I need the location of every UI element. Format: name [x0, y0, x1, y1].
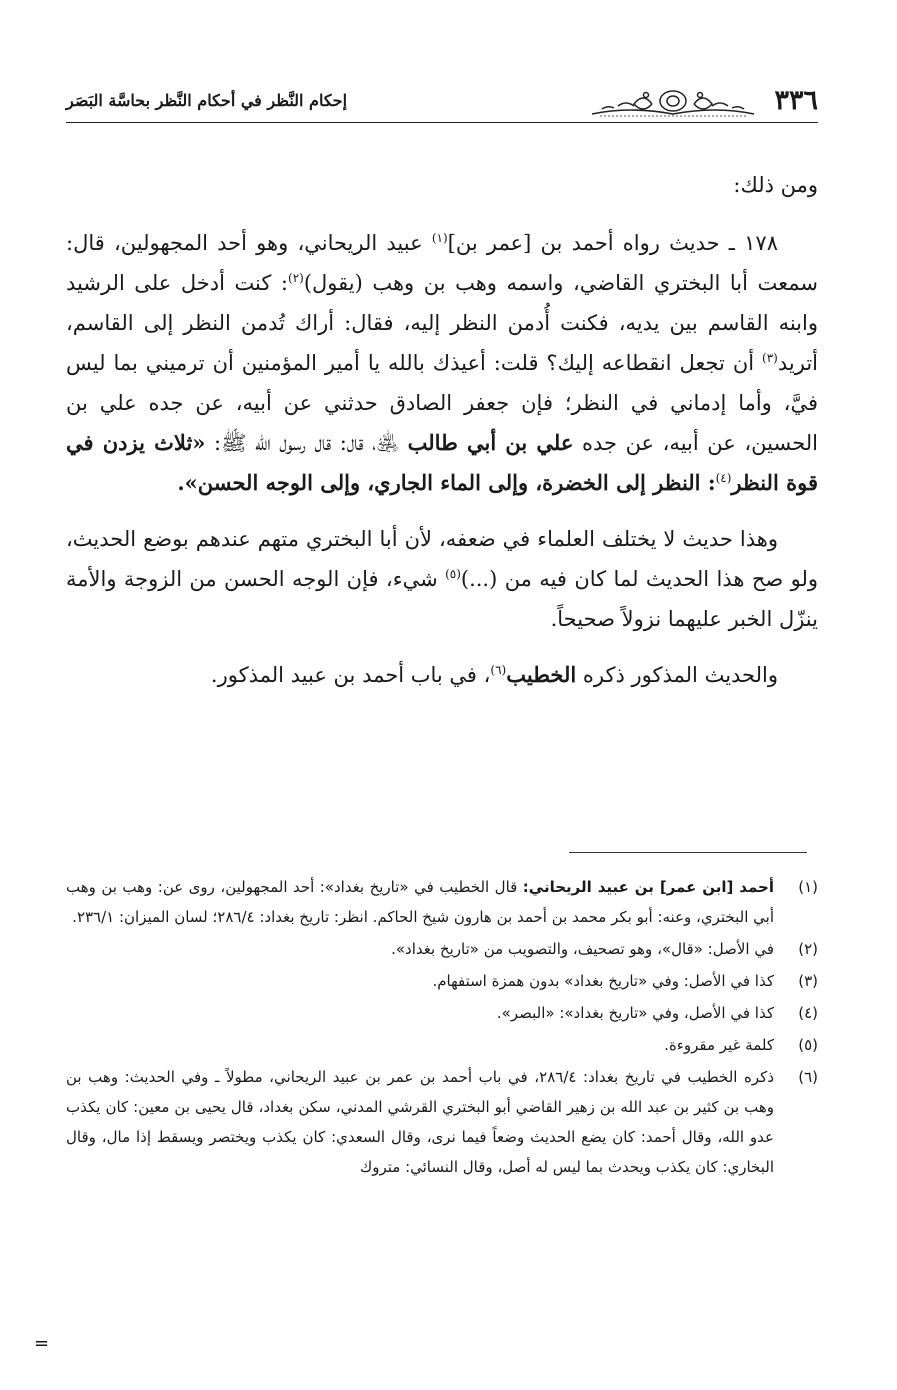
footnote-1 [66, 872, 818, 932]
footnote-2 [66, 934, 818, 964]
ornament-icon [590, 86, 756, 120]
weakness-text-2: شيء، فإن الوجه الحسن من الزوجة والأمة ينزّل الخبر عليهما نزولاً صحيحاً. [66, 567, 818, 631]
footnote-text: في الأصل: «قال»، وهو تصحيف، والتصويب من «تاريخ بغداد». [391, 940, 774, 958]
footnote-number: (٢) [798, 940, 818, 958]
footnote-ref-2: (٢) [288, 271, 304, 285]
weakness-text-1: وهذا حديث لا يختلف العلماء في ضعفه، لأن أبا البختري متهم عندهم بوضع الحديث، ولو صح هذا الحديث لما كان فيه من (...) [66, 527, 819, 591]
mention-khatib-bold: الخطيب [506, 662, 577, 687]
footnote-ref-6: (٦) [490, 663, 507, 677]
footnote-text: كذا في الأصل، وفي «تاريخ بغداد»: «البصر». [496, 1004, 774, 1022]
hadith-text-1: ١٧٨ ـ حديث رواه أحمد بن [عمر بن] [447, 231, 778, 255]
running-header [66, 82, 818, 123]
page-number: ٣٣٦ [774, 85, 818, 116]
mention-paragraph [66, 655, 818, 695]
hadith-quote-end-bold: : النظر إلى الخضرة، وإلى الماء الجاري، وإلى الوجه الحسن». [177, 470, 716, 495]
hadith-text-6: ﵁، قال: قال رسول الله ﷺ: [205, 431, 408, 455]
footnote-text: قال الخطيب في «تاريخ بغداد»: أحد المجهولين، روى عن: وهب بن وهب أبي البختري، وعنه: أبو بكر محمد بن أحمد بن هارون شيخ الحاكم. انظر: تاريخ بغداد: ٢٨٦/٤؛ لسان الميزان: ٢٣٦/١. [66, 878, 774, 926]
footnote-number: (٦) [798, 1068, 818, 1086]
footnote-text: كذا في الأصل: وفي «تاريخ بغداد» بدون همزة استفهام. [432, 972, 774, 990]
weakness-paragraph [66, 519, 818, 639]
mention-text-1: والحديث المذكور ذكره [576, 663, 778, 687]
footnote-text: كلمة غير مقروءة. [664, 1036, 774, 1054]
footnote-ref-1: (١) [431, 231, 448, 245]
footnote-number: (٥) [798, 1036, 818, 1054]
footnote-bold: أحمد [ابن عمر] بن عبيد الريحاني: [522, 878, 774, 896]
main-text [66, 165, 818, 711]
footnote-5 [66, 1030, 818, 1060]
running-title: إحكام النَّظر في أحكام النَّظر بحاسَّة البَصَر [66, 91, 348, 110]
footnotes [66, 872, 818, 1184]
mention-text-3: ، في باب أحمد بن عبيد المذكور. [210, 663, 491, 687]
footnote-4 [66, 998, 818, 1028]
footnote-6 [66, 1062, 818, 1182]
hadith-quote-bold: «ثلاث يزدن في قوة النظر [66, 430, 818, 495]
footnote-ref-3: (٣) [762, 351, 778, 365]
hadith-narrator-bold: علي بن أبي طالب [407, 430, 574, 455]
footnote-divider [569, 852, 807, 853]
footnote-number: (١) [798, 878, 818, 896]
hadith-paragraph [66, 223, 818, 503]
footnote-number: (٤) [798, 1004, 818, 1022]
continued-mark: = [34, 1333, 50, 1354]
hadith-text-3: : كنت أدخل على الرشيد وابنه القاسم بين يديه، فكنت أُدمن النظر إليه، فقال: أراك تُدمن النظر إلى القاسم، أتريد [66, 271, 818, 375]
footnote-3 [66, 966, 818, 996]
hadith-text-4: أن تجعل انقطاعه إليك؟ قلت: أعيذك بالله يا أمير المؤمنين أن ترميني بما ليس فيَّ، وأما إدماني في النظر؛ فإن جعفر الصادق حدثني عن أبيه، عن جده علي بن الحسين، عن أبيه، عن جده [66, 351, 818, 455]
footnote-number: (٣) [798, 972, 818, 990]
hadith-text-2: عبيد الريحاني، وهو أحد المجهولين، قال: سمعت أبا البختري القاضي، واسمه وهب بن وهب (يقول) [66, 231, 818, 295]
footnote-ref-5: (٥) [445, 567, 461, 581]
footnote-text: ذكره الخطيب في تاريخ بغداد: ٢٨٦/٤، في باب أحمد بن عمر بن عبيد الريحاني، مطولاً ـ وفي الحديث: وهب بن وهب بن كثير بن عبد الله بن زهير القاضي أبو البختري القرشي المدني، سكن بغداد، قال يحيى بن معين: كان يكذب عدو الله، وقال أحمد: كان يضع الحديث وضعاً فيما نرى، وقال السعدي: كان يكذب ويختصر ويسقط إذا مال، وقال البخاري: كان يكذب ويحدث بما ليس له أصل، وقال النسائي: متروك [66, 1068, 774, 1176]
footnote-ref-4: (٤) [715, 471, 732, 485]
intro-line: ومن ذلك: [733, 173, 818, 197]
